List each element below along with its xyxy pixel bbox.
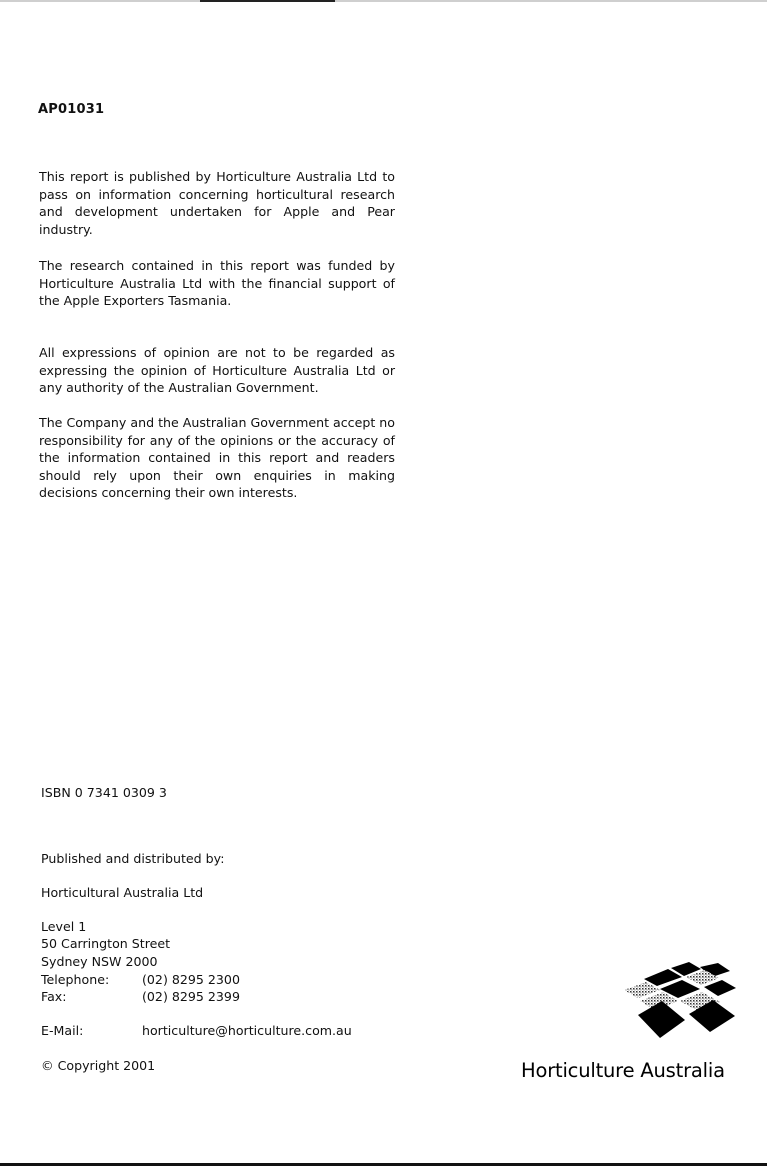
address-line-3: Sydney NSW 2000: [41, 953, 158, 969]
address-line-1: Level 1: [41, 919, 87, 934]
fax-number: (02) 8295 2399: [142, 989, 240, 1004]
publication-statement: This report is published by Horticulture Australia Ltd to pass on information concerning horticultural research and development undertaken for Apple and Pear industry.: [39, 169, 395, 237]
email-row: [41, 1022, 352, 1039]
document-code: AP01031: [38, 102, 105, 117]
address-line-2: 50 Carrington Street: [41, 936, 171, 952]
top-border-accent: [200, 0, 335, 2]
telephone-label: Telephone:: [41, 972, 110, 987]
top-border: [0, 0, 767, 2]
telephone-row: [41, 971, 240, 988]
published-by-heading: Published and distributed by:: [41, 851, 225, 866]
fax-label: Fax:: [41, 989, 67, 1004]
email-label: E-Mail:: [41, 1023, 84, 1038]
opinion-disclaimer: All expressions of opinion are not to be regarded as expressing the opinion of Horticulture Australia Ltd or any authority of the Australian Government.: [39, 345, 395, 396]
bottom-border: [0, 1163, 767, 1166]
liability-disclaimer: The Company and the Australian Government accept no responsibility for any of the opinions or the accuracy of the information contained in this report and readers should rely upon their own enquiries in making decisions concerning their own interests.: [39, 415, 395, 501]
funding-statement: The research contained in this report was funded by Horticulture Australia Ltd with the financial support of the Apple Exporters Tasmania.: [39, 258, 395, 309]
isbn-number: ISBN 0 7341 0309 3: [41, 785, 167, 800]
publisher-address: [41, 918, 170, 970]
publisher-name: Horticultural Australia Ltd: [41, 885, 204, 900]
email-address: horticulture@horticulture.com.au: [142, 1023, 352, 1038]
telephone-number: (02) 8295 2300: [142, 972, 240, 987]
horticulture-australia-logo-icon: [615, 958, 745, 1046]
copyright-notice: © Copyright 2001: [41, 1058, 156, 1073]
fax-row: [41, 988, 240, 1005]
logo-wordmark: Horticulture Australia: [521, 1059, 725, 1082]
